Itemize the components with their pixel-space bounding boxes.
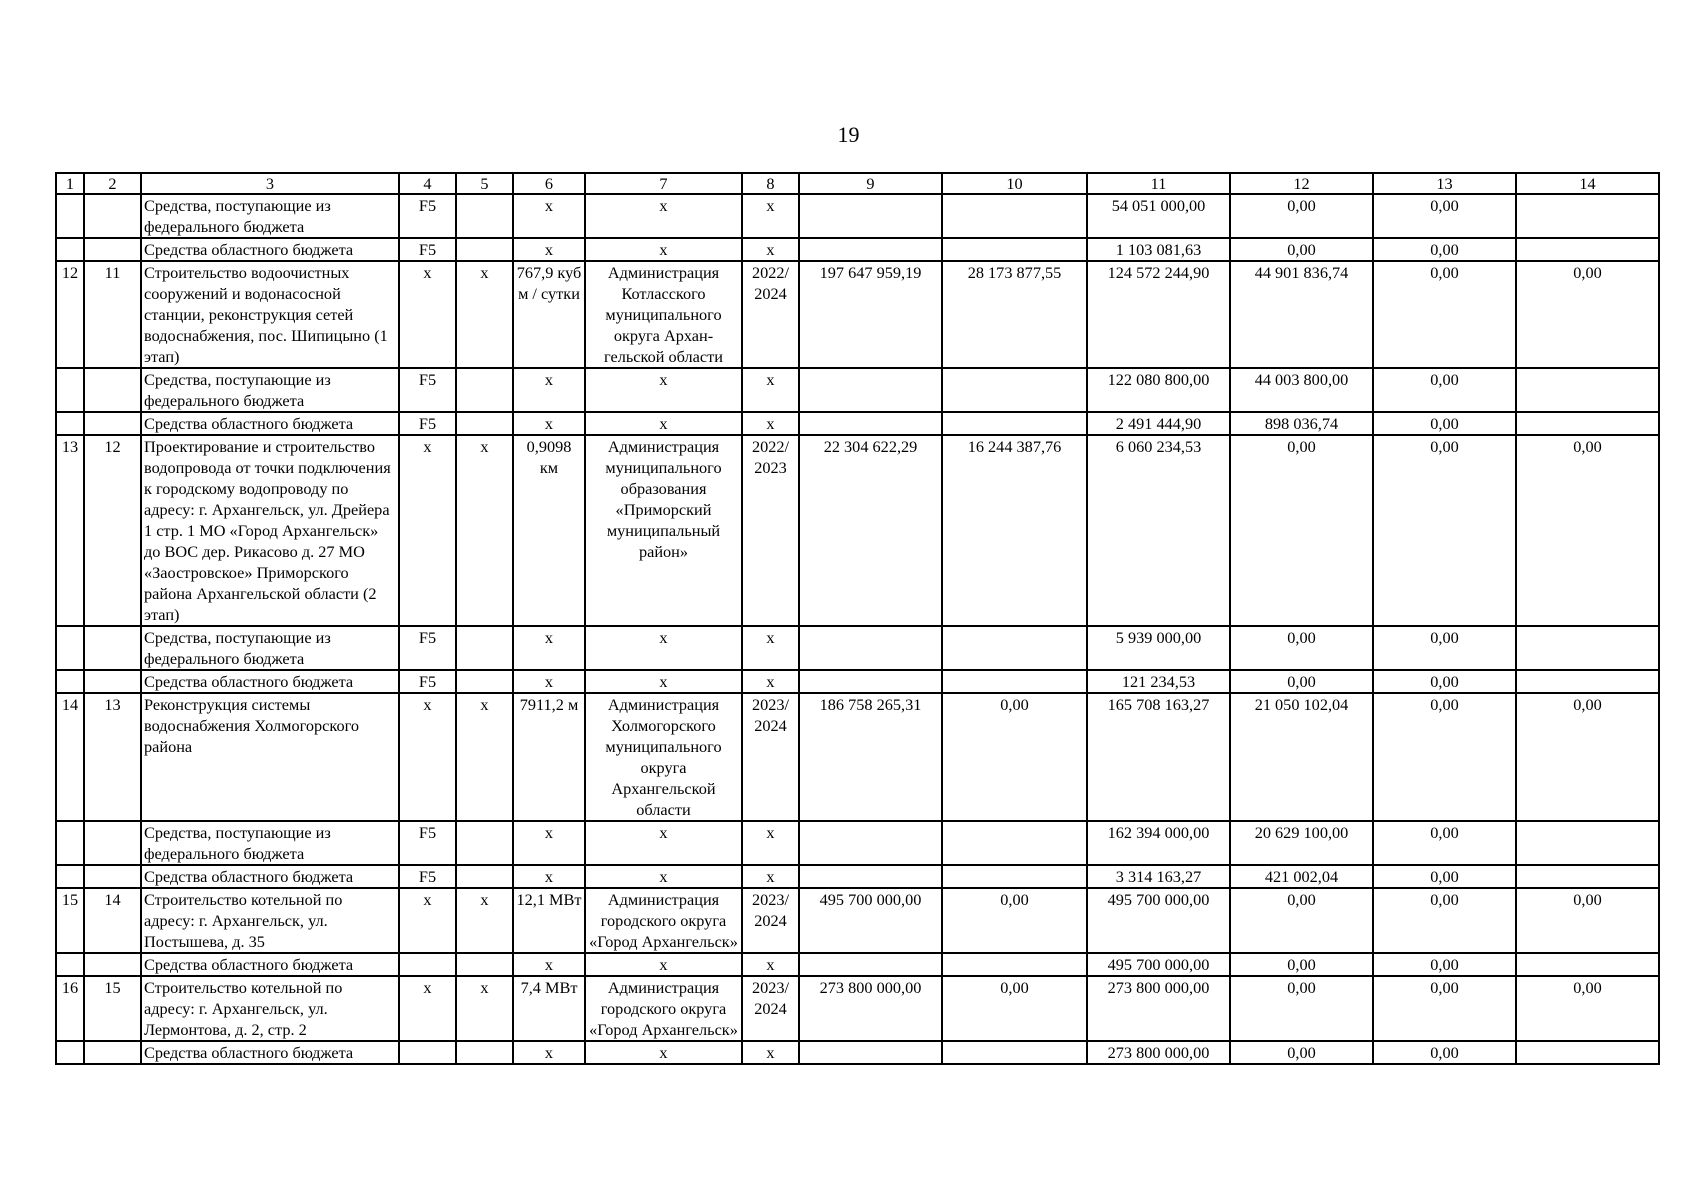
table-cell: х xyxy=(585,865,742,888)
table-cell: 0,00 xyxy=(1230,1041,1373,1064)
table-cell xyxy=(56,412,84,435)
table-cell: 0,00 xyxy=(1373,888,1516,953)
table-cell xyxy=(799,626,942,670)
table-cell xyxy=(942,821,1087,865)
table-cell: х xyxy=(399,976,456,1041)
table-cell: 11 xyxy=(84,261,141,368)
table-cell: 21 050 102,04 xyxy=(1230,693,1373,821)
table-cell: х xyxy=(513,368,585,412)
table-cell: 0,00 xyxy=(1373,1041,1516,1064)
table-cell: 0,00 xyxy=(1516,261,1659,368)
table-cell: Администрация городского округа «Город Архангельск» xyxy=(585,888,742,953)
table-cell: 162 394 000,00 xyxy=(1087,821,1230,865)
table-cell: 186 758 265,31 xyxy=(799,693,942,821)
table-cell xyxy=(84,194,141,238)
table-cell: х xyxy=(742,412,799,435)
funding-source-row xyxy=(56,953,1659,976)
table-cell: х xyxy=(513,865,585,888)
table-cell: Средства областного бюджета xyxy=(141,412,399,435)
table-cell xyxy=(456,953,513,976)
project-row xyxy=(56,888,1659,953)
table-cell: Строительство котельной по адресу: г. Архангельск, ул. Постышева, д. 35 xyxy=(141,888,399,953)
table-cell: 16 244 387,76 xyxy=(942,435,1087,626)
table-cell: х xyxy=(585,194,742,238)
table-cell: х xyxy=(513,238,585,261)
table-cell: 0,9098 км xyxy=(513,435,585,626)
table-cell xyxy=(84,1041,141,1064)
table-cell: 5 939 000,00 xyxy=(1087,626,1230,670)
table-cell xyxy=(456,626,513,670)
table-cell xyxy=(84,368,141,412)
table-cell xyxy=(942,865,1087,888)
column-number: 4 xyxy=(399,173,456,194)
table-cell xyxy=(1516,865,1659,888)
table-cell xyxy=(84,953,141,976)
table-cell: 2023/ 2024 xyxy=(742,693,799,821)
table-cell: х xyxy=(513,194,585,238)
table-cell xyxy=(56,821,84,865)
table-cell: 0,00 xyxy=(1230,953,1373,976)
table-cell: 0,00 xyxy=(1373,626,1516,670)
table-cell: х xyxy=(742,626,799,670)
table-cell: Строительство водоочистных сооружений и водонасосной станции, реконструкция сетей водоснабжения, пос. Шипицыно (1 этап) xyxy=(141,261,399,368)
table-cell xyxy=(799,821,942,865)
table-cell: 0,00 xyxy=(942,976,1087,1041)
table-cell xyxy=(1516,194,1659,238)
table-cell: 0,00 xyxy=(1373,435,1516,626)
table-cell: 0,00 xyxy=(1230,976,1373,1041)
table-cell: х xyxy=(513,1041,585,1064)
project-row xyxy=(56,976,1659,1041)
table-cell xyxy=(942,194,1087,238)
table-cell: х xyxy=(742,1041,799,1064)
table-cell: 2023/ 2024 xyxy=(742,888,799,953)
table-cell xyxy=(56,865,84,888)
table-cell: 898 036,74 xyxy=(1230,412,1373,435)
table-cell xyxy=(56,238,84,261)
table-cell xyxy=(942,412,1087,435)
table-cell: 12 xyxy=(56,261,84,368)
table-cell: 0,00 xyxy=(1516,435,1659,626)
table-cell xyxy=(56,368,84,412)
table-cell xyxy=(1516,412,1659,435)
table-cell: 13 xyxy=(84,693,141,821)
table-cell xyxy=(456,368,513,412)
table-cell: х xyxy=(513,953,585,976)
table-cell: 12 xyxy=(84,435,141,626)
table-cell xyxy=(1516,670,1659,693)
table-cell xyxy=(56,1041,84,1064)
table-cell: 0,00 xyxy=(1230,670,1373,693)
table-cell xyxy=(799,412,942,435)
table-cell: 2 491 444,90 xyxy=(1087,412,1230,435)
table-cell: 0,00 xyxy=(1516,693,1659,821)
column-number: 13 xyxy=(1373,173,1516,194)
table-cell: х xyxy=(742,238,799,261)
table-cell: х xyxy=(585,670,742,693)
table-cell: 0,00 xyxy=(1373,261,1516,368)
table-cell: F5 xyxy=(399,626,456,670)
table-cell: 22 304 622,29 xyxy=(799,435,942,626)
table-cell: 0,00 xyxy=(1373,821,1516,865)
table-cell xyxy=(942,626,1087,670)
table-cell: х xyxy=(585,238,742,261)
table-cell: 0,00 xyxy=(1373,976,1516,1041)
table-cell xyxy=(456,238,513,261)
table-cell: 124 572 244,90 xyxy=(1087,261,1230,368)
table-cell xyxy=(1516,821,1659,865)
table-cell: 0,00 xyxy=(1373,368,1516,412)
table-cell: 767,9 куб м / сутки xyxy=(513,261,585,368)
table-cell xyxy=(799,194,942,238)
table-cell xyxy=(56,194,84,238)
table-cell: 273 800 000,00 xyxy=(1087,1041,1230,1064)
table-cell: 0,00 xyxy=(1230,626,1373,670)
table-cell xyxy=(84,821,141,865)
table-cell: 0,00 xyxy=(1373,412,1516,435)
table-cell xyxy=(456,821,513,865)
table-cell: 16 xyxy=(56,976,84,1041)
table-cell: х xyxy=(399,693,456,821)
project-row xyxy=(56,693,1659,821)
table-cell: х xyxy=(742,821,799,865)
table-cell: 2022/ 2023 xyxy=(742,435,799,626)
table-cell xyxy=(1516,368,1659,412)
column-number: 1 xyxy=(56,173,84,194)
table-cell: 13 xyxy=(56,435,84,626)
table-cell xyxy=(399,953,456,976)
column-number: 5 xyxy=(456,173,513,194)
table-cell: 121 234,53 xyxy=(1087,670,1230,693)
table-cell: х xyxy=(513,821,585,865)
table-cell: х xyxy=(456,693,513,821)
table-cell xyxy=(1516,626,1659,670)
table-cell xyxy=(456,412,513,435)
table-cell: 0,00 xyxy=(1516,976,1659,1041)
table-cell: х xyxy=(742,368,799,412)
table-cell: 7,4 МВт xyxy=(513,976,585,1041)
table-cell: 0,00 xyxy=(1230,194,1373,238)
table-cell: F5 xyxy=(399,412,456,435)
table-cell: Средства областного бюджета xyxy=(141,865,399,888)
table-cell: х xyxy=(742,865,799,888)
column-number: 10 xyxy=(942,173,1087,194)
table-cell: 54 051 000,00 xyxy=(1087,194,1230,238)
column-number: 2 xyxy=(84,173,141,194)
table-cell xyxy=(799,670,942,693)
table-cell xyxy=(799,368,942,412)
table-cell: 44 003 800,00 xyxy=(1230,368,1373,412)
funding-source-row xyxy=(56,194,1659,238)
table-cell: Средства областного бюджета xyxy=(141,953,399,976)
table-cell: Средства, поступающие из федерального бюджета xyxy=(141,194,399,238)
funding-source-row xyxy=(56,1041,1659,1064)
table-cell xyxy=(942,1041,1087,1064)
column-number: 14 xyxy=(1516,173,1659,194)
table-cell: 15 xyxy=(56,888,84,953)
table-cell: х xyxy=(513,670,585,693)
table-cell xyxy=(84,670,141,693)
table-cell: х xyxy=(456,261,513,368)
table-cell: х xyxy=(513,412,585,435)
table-cell: 14 xyxy=(84,888,141,953)
table-cell: 0,00 xyxy=(1230,238,1373,261)
table-cell: 7911,2 м xyxy=(513,693,585,821)
table-cell: Средства областного бюджета xyxy=(141,670,399,693)
table-cell: 3 314 163,27 xyxy=(1087,865,1230,888)
table-cell: 0,00 xyxy=(1373,670,1516,693)
funding-source-row xyxy=(56,238,1659,261)
table-cell: Средства, поступающие из федерального бюджета xyxy=(141,368,399,412)
table-cell: х xyxy=(585,821,742,865)
table-cell: 20 629 100,00 xyxy=(1230,821,1373,865)
table-cell: Администрация Холмогорского муниципального округа Архангельской области xyxy=(585,693,742,821)
table-cell: 0,00 xyxy=(1516,888,1659,953)
table-cell: 6 060 234,53 xyxy=(1087,435,1230,626)
table-cell: 0,00 xyxy=(1373,865,1516,888)
table-cell: Средства областного бюджета xyxy=(141,238,399,261)
table-cell: 0,00 xyxy=(1230,888,1373,953)
table-cell: Проектирование и строительство водопровода от точки подключения к городскому водопроводу по адресу: г. Архангельск, ул. Дрейера 1 стр. 1 МО «Город Архангельск» до ВОС дер. Рикасово д. 27 МО «Заостровское» Приморского района Архангельской области (2 этап) xyxy=(141,435,399,626)
project-row xyxy=(56,261,1659,368)
funding-source-row xyxy=(56,865,1659,888)
table-cell: 2023/ 2024 xyxy=(742,976,799,1041)
table-cell xyxy=(799,1041,942,1064)
project-row xyxy=(56,435,1659,626)
table-cell: х xyxy=(585,412,742,435)
table-cell xyxy=(1516,1041,1659,1064)
table-cell: 0,00 xyxy=(942,888,1087,953)
table-cell: Администрация Котласского муниципального округа Архан-гельской области xyxy=(585,261,742,368)
table-cell: 12,1 МВт xyxy=(513,888,585,953)
table-cell: х xyxy=(399,435,456,626)
table-cell xyxy=(799,238,942,261)
table-cell: F5 xyxy=(399,670,456,693)
table-cell: х xyxy=(399,888,456,953)
table-cell xyxy=(799,953,942,976)
table-cell: 2022/ 2024 xyxy=(742,261,799,368)
table-cell: F5 xyxy=(399,865,456,888)
table-cell: Средства, поступающие из федерального бюджета xyxy=(141,821,399,865)
funding-source-row xyxy=(56,821,1659,865)
table-cell: 273 800 000,00 xyxy=(799,976,942,1041)
table-cell: 28 173 877,55 xyxy=(942,261,1087,368)
table-cell: Реконструкция системы водоснабжения Холмогорского района xyxy=(141,693,399,821)
column-number: 12 xyxy=(1230,173,1373,194)
table-cell: F5 xyxy=(399,368,456,412)
table-cell xyxy=(942,238,1087,261)
column-number: 8 xyxy=(742,173,799,194)
table-cell xyxy=(56,626,84,670)
table-cell: 495 700 000,00 xyxy=(799,888,942,953)
table-cell: F5 xyxy=(399,194,456,238)
column-number: 3 xyxy=(141,173,399,194)
table-cell: х xyxy=(456,976,513,1041)
table-cell: х xyxy=(513,626,585,670)
table-cell xyxy=(942,368,1087,412)
column-number: 6 xyxy=(513,173,585,194)
table-cell: 421 002,04 xyxy=(1230,865,1373,888)
table-cell: х xyxy=(585,626,742,670)
funding-source-row xyxy=(56,626,1659,670)
table-cell xyxy=(1516,238,1659,261)
table-cell: х xyxy=(456,435,513,626)
table-cell: 0,00 xyxy=(942,693,1087,821)
table-cell: х xyxy=(399,261,456,368)
table-cell xyxy=(799,865,942,888)
table-cell: Администрация муниципального образования «Приморский муниципальный район» xyxy=(585,435,742,626)
table-cell: х xyxy=(585,368,742,412)
table-cell xyxy=(1516,953,1659,976)
table-cell: 1 103 081,63 xyxy=(1087,238,1230,261)
table-cell: 0,00 xyxy=(1373,238,1516,261)
column-number-row xyxy=(56,173,1659,194)
column-number: 11 xyxy=(1087,173,1230,194)
table-cell xyxy=(84,626,141,670)
table-cell: Средства областного бюджета xyxy=(141,1041,399,1064)
table-cell: 122 080 800,00 xyxy=(1087,368,1230,412)
table-cell xyxy=(56,670,84,693)
table-cell: х xyxy=(742,953,799,976)
table-cell xyxy=(84,865,141,888)
table-cell xyxy=(942,953,1087,976)
table-cell: х xyxy=(456,888,513,953)
table-cell: F5 xyxy=(399,238,456,261)
table-cell xyxy=(56,953,84,976)
table-cell xyxy=(84,412,141,435)
budget-table xyxy=(55,172,1660,1065)
table-cell: Строительство котельной по адресу: г. Архангельск, ул. Лермонтова, д. 2, стр. 2 xyxy=(141,976,399,1041)
table-cell: F5 xyxy=(399,821,456,865)
table-cell: х xyxy=(742,194,799,238)
funding-source-row xyxy=(56,670,1659,693)
table-cell xyxy=(942,670,1087,693)
table-cell xyxy=(456,1041,513,1064)
table-cell: х xyxy=(742,670,799,693)
table-cell: Администрация городского округа «Город Архангельск» xyxy=(585,976,742,1041)
table-cell: 165 708 163,27 xyxy=(1087,693,1230,821)
column-number: 7 xyxy=(585,173,742,194)
table-cell: 0,00 xyxy=(1373,953,1516,976)
table-cell: 14 xyxy=(56,693,84,821)
table-cell: х xyxy=(585,1041,742,1064)
table-cell xyxy=(84,238,141,261)
page-number: 19 xyxy=(837,122,860,147)
table-cell: 495 700 000,00 xyxy=(1087,953,1230,976)
table-cell: 0,00 xyxy=(1373,693,1516,821)
table-cell: 0,00 xyxy=(1373,194,1516,238)
funding-source-row xyxy=(56,368,1659,412)
table-cell: 273 800 000,00 xyxy=(1087,976,1230,1041)
table-cell: х xyxy=(585,953,742,976)
table-cell: 197 647 959,19 xyxy=(799,261,942,368)
table-cell xyxy=(456,670,513,693)
table-cell: 495 700 000,00 xyxy=(1087,888,1230,953)
table-cell xyxy=(456,194,513,238)
table-cell: 44 901 836,74 xyxy=(1230,261,1373,368)
column-number: 9 xyxy=(799,173,942,194)
table-cell: 15 xyxy=(84,976,141,1041)
table-cell xyxy=(399,1041,456,1064)
funding-source-row xyxy=(56,412,1659,435)
table-cell: Средства, поступающие из федерального бюджета xyxy=(141,626,399,670)
table-cell xyxy=(456,865,513,888)
table-cell: 0,00 xyxy=(1230,435,1373,626)
